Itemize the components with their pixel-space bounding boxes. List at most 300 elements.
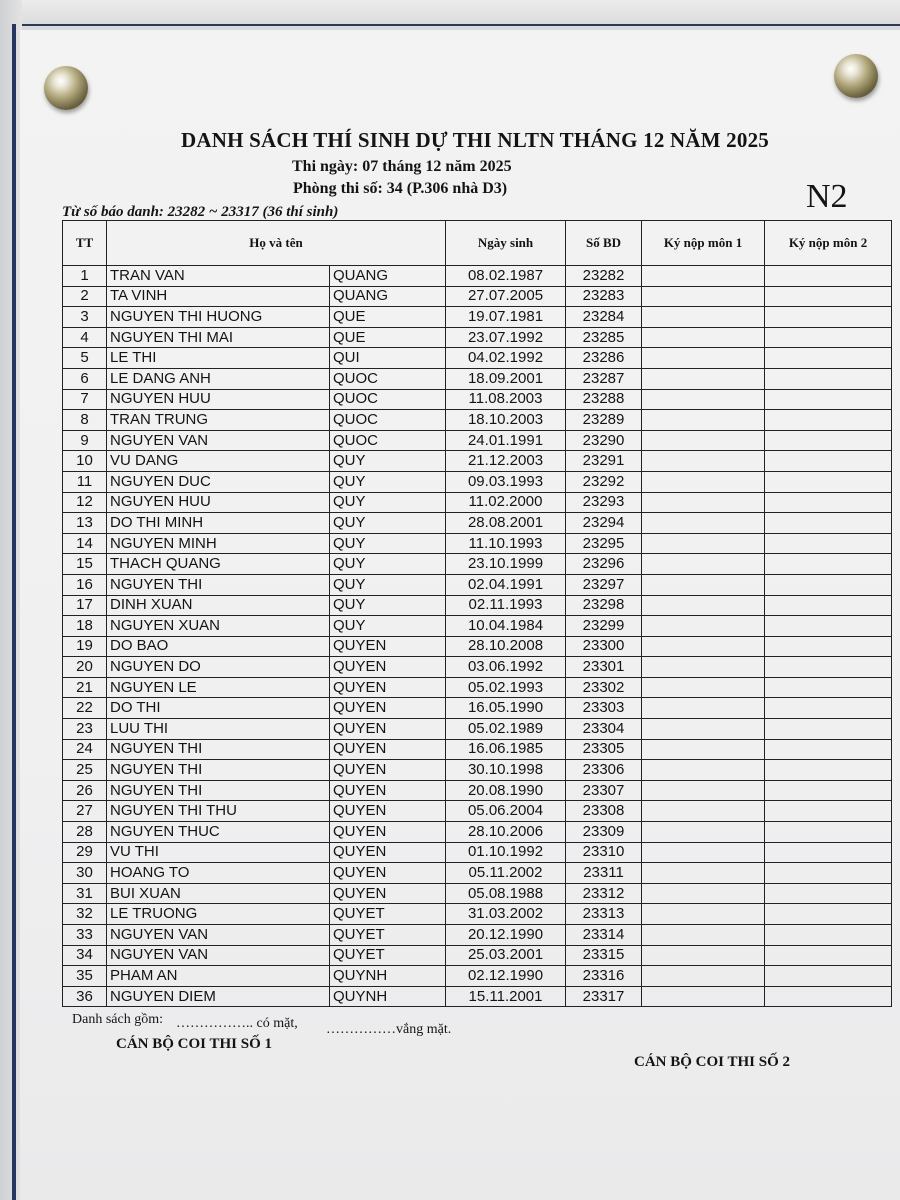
row-signature-1 bbox=[642, 883, 765, 904]
row-family-name: NGUYEN VAN bbox=[107, 925, 330, 946]
row-given-name: QUANG bbox=[330, 266, 446, 287]
row-number: 34 bbox=[63, 945, 107, 966]
row-number: 35 bbox=[63, 966, 107, 987]
row-birth-date: 25.03.2001 bbox=[446, 945, 566, 966]
row-birth-date: 19.07.1981 bbox=[446, 307, 566, 328]
row-family-name: NGUYEN DIEM bbox=[107, 986, 330, 1007]
row-candidate-number: 23293 bbox=[566, 492, 642, 513]
row-number: 17 bbox=[63, 595, 107, 616]
row-birth-date: 30.10.1998 bbox=[446, 760, 566, 781]
row-family-name: NGUYEN HUU bbox=[107, 389, 330, 410]
row-signature-2 bbox=[765, 286, 892, 307]
header-tt: TT bbox=[63, 221, 107, 266]
row-given-name: QUYEN bbox=[330, 698, 446, 719]
row-signature-1 bbox=[642, 719, 765, 740]
row-signature-1 bbox=[642, 842, 765, 863]
header-sign-1: Ký nộp môn 1 bbox=[642, 221, 765, 266]
row-candidate-number: 23287 bbox=[566, 368, 642, 389]
row-family-name: TRAN VAN bbox=[107, 266, 330, 287]
document-title: DANH SÁCH THÍ SINH DỰ THI NLTN THÁNG 12 NĂM 2025 bbox=[181, 128, 769, 152]
row-signature-2 bbox=[765, 471, 892, 492]
row-candidate-number: 23288 bbox=[566, 389, 642, 410]
row-candidate-number: 23313 bbox=[566, 904, 642, 925]
row-number: 8 bbox=[63, 410, 107, 431]
row-signature-2 bbox=[765, 348, 892, 369]
row-candidate-number: 23296 bbox=[566, 554, 642, 575]
row-number: 13 bbox=[63, 513, 107, 534]
row-given-name: QUYEN bbox=[330, 822, 446, 843]
row-number: 4 bbox=[63, 327, 107, 348]
row-signature-1 bbox=[642, 739, 765, 760]
row-family-name: LE DANG ANH bbox=[107, 368, 330, 389]
table-row bbox=[63, 842, 892, 863]
row-signature-2 bbox=[765, 307, 892, 328]
row-signature-2 bbox=[765, 904, 892, 925]
row-given-name: QUYNH bbox=[330, 986, 446, 1007]
row-family-name: NGUYEN THI bbox=[107, 574, 330, 595]
row-given-name: QUYEN bbox=[330, 863, 446, 884]
table-row bbox=[63, 616, 892, 637]
row-family-name: VU DANG bbox=[107, 451, 330, 472]
row-family-name: NGUYEN DUC bbox=[107, 471, 330, 492]
row-family-name: BUI XUAN bbox=[107, 883, 330, 904]
row-signature-2 bbox=[765, 842, 892, 863]
row-given-name: QUYEN bbox=[330, 842, 446, 863]
row-given-name: QUY bbox=[330, 616, 446, 637]
row-candidate-number: 23310 bbox=[566, 842, 642, 863]
row-candidate-number: 23282 bbox=[566, 266, 642, 287]
row-signature-2 bbox=[765, 986, 892, 1007]
table-row bbox=[63, 389, 892, 410]
row-candidate-number: 23311 bbox=[566, 863, 642, 884]
table-row bbox=[63, 451, 892, 472]
row-signature-2 bbox=[765, 368, 892, 389]
row-family-name: PHAM AN bbox=[107, 966, 330, 987]
row-number: 6 bbox=[63, 368, 107, 389]
row-family-name: DO BAO bbox=[107, 636, 330, 657]
table-row bbox=[63, 863, 892, 884]
row-number: 36 bbox=[63, 986, 107, 1007]
table-row bbox=[63, 719, 892, 740]
row-birth-date: 28.10.2008 bbox=[446, 636, 566, 657]
row-signature-1 bbox=[642, 471, 765, 492]
row-candidate-number: 23304 bbox=[566, 719, 642, 740]
row-number: 24 bbox=[63, 739, 107, 760]
row-candidate-number: 23305 bbox=[566, 739, 642, 760]
table-row bbox=[63, 410, 892, 431]
row-family-name: NGUYEN THI bbox=[107, 780, 330, 801]
row-candidate-number: 23284 bbox=[566, 307, 642, 328]
row-birth-date: 28.10.2006 bbox=[446, 822, 566, 843]
row-family-name: NGUYEN THI HUONG bbox=[107, 307, 330, 328]
row-signature-2 bbox=[765, 595, 892, 616]
row-signature-2 bbox=[765, 266, 892, 287]
row-signature-1 bbox=[642, 780, 765, 801]
row-given-name: QUYEN bbox=[330, 760, 446, 781]
row-number: 14 bbox=[63, 533, 107, 554]
row-signature-2 bbox=[765, 430, 892, 451]
table-header-row bbox=[63, 221, 892, 266]
row-given-name: QUY bbox=[330, 513, 446, 534]
row-signature-1 bbox=[642, 307, 765, 328]
row-number: 29 bbox=[63, 842, 107, 863]
row-candidate-number: 23306 bbox=[566, 760, 642, 781]
table-row bbox=[63, 286, 892, 307]
table-row bbox=[63, 430, 892, 451]
row-candidate-number: 23286 bbox=[566, 348, 642, 369]
table-row bbox=[63, 904, 892, 925]
row-candidate-number: 23295 bbox=[566, 533, 642, 554]
row-candidate-number: 23299 bbox=[566, 616, 642, 637]
row-family-name: DINH XUAN bbox=[107, 595, 330, 616]
row-birth-date: 02.12.1990 bbox=[446, 966, 566, 987]
row-candidate-number: 23317 bbox=[566, 986, 642, 1007]
row-given-name: QUY bbox=[330, 492, 446, 513]
row-given-name: QUYEN bbox=[330, 739, 446, 760]
row-number: 9 bbox=[63, 430, 107, 451]
row-birth-date: 08.02.1987 bbox=[446, 266, 566, 287]
pushpin-icon bbox=[834, 54, 878, 98]
row-signature-2 bbox=[765, 554, 892, 575]
row-number: 28 bbox=[63, 822, 107, 843]
exam-date: Thi ngày: 07 tháng 12 năm 2025 bbox=[292, 158, 512, 175]
row-number: 5 bbox=[63, 348, 107, 369]
table-row bbox=[63, 492, 892, 513]
table-row bbox=[63, 945, 892, 966]
row-given-name: QUY bbox=[330, 471, 446, 492]
row-signature-2 bbox=[765, 719, 892, 740]
row-signature-2 bbox=[765, 533, 892, 554]
row-given-name: QUANG bbox=[330, 286, 446, 307]
row-signature-1 bbox=[642, 286, 765, 307]
header-name: Họ và tên bbox=[107, 221, 446, 266]
row-candidate-number: 23297 bbox=[566, 574, 642, 595]
table-row bbox=[63, 801, 892, 822]
absent-count: ……………vắng mặt. bbox=[326, 1022, 452, 1037]
row-birth-date: 15.11.2001 bbox=[446, 986, 566, 1007]
row-signature-2 bbox=[765, 780, 892, 801]
candidate-range: Từ số báo danh: 23282 ~ 23317 (36 thí sinh) bbox=[62, 204, 339, 220]
row-given-name: QUYNH bbox=[330, 966, 446, 987]
background-wall-edge bbox=[0, 0, 22, 1200]
row-given-name: QUY bbox=[330, 451, 446, 472]
row-signature-2 bbox=[765, 513, 892, 534]
row-number: 25 bbox=[63, 760, 107, 781]
row-signature-1 bbox=[642, 266, 765, 287]
row-family-name: TRAN TRUNG bbox=[107, 410, 330, 431]
row-birth-date: 05.02.1989 bbox=[446, 719, 566, 740]
row-birth-date: 04.02.1992 bbox=[446, 348, 566, 369]
row-candidate-number: 23315 bbox=[566, 945, 642, 966]
row-signature-1 bbox=[642, 801, 765, 822]
row-birth-date: 20.12.1990 bbox=[446, 925, 566, 946]
proctor-2-label: CÁN BỘ COI THI SỐ 2 bbox=[634, 1054, 791, 1070]
row-number: 23 bbox=[63, 719, 107, 740]
row-candidate-number: 23292 bbox=[566, 471, 642, 492]
row-given-name: QUY bbox=[330, 595, 446, 616]
table-row bbox=[63, 739, 892, 760]
row-signature-2 bbox=[765, 801, 892, 822]
row-given-name: QUY bbox=[330, 574, 446, 595]
row-birth-date: 23.07.1992 bbox=[446, 327, 566, 348]
row-signature-2 bbox=[765, 410, 892, 431]
row-signature-1 bbox=[642, 760, 765, 781]
row-family-name: NGUYEN VAN bbox=[107, 430, 330, 451]
row-number: 12 bbox=[63, 492, 107, 513]
row-signature-1 bbox=[642, 554, 765, 575]
row-birth-date: 16.05.1990 bbox=[446, 698, 566, 719]
row-signature-2 bbox=[765, 698, 892, 719]
table-row bbox=[63, 595, 892, 616]
table-row bbox=[63, 986, 892, 1007]
row-family-name: NGUYEN LE bbox=[107, 677, 330, 698]
row-given-name: QUOC bbox=[330, 368, 446, 389]
row-given-name: QUYET bbox=[330, 925, 446, 946]
row-given-name: QUE bbox=[330, 327, 446, 348]
row-candidate-number: 23312 bbox=[566, 883, 642, 904]
row-signature-2 bbox=[765, 925, 892, 946]
row-number: 27 bbox=[63, 801, 107, 822]
table-row bbox=[63, 760, 892, 781]
row-birth-date: 02.04.1991 bbox=[446, 574, 566, 595]
table-row bbox=[63, 657, 892, 678]
row-family-name: TA VINH bbox=[107, 286, 330, 307]
table-row bbox=[63, 574, 892, 595]
table-row bbox=[63, 348, 892, 369]
table-row bbox=[63, 554, 892, 575]
row-family-name: NGUYEN THI bbox=[107, 739, 330, 760]
row-signature-1 bbox=[642, 492, 765, 513]
row-number: 21 bbox=[63, 677, 107, 698]
background-sheet-top bbox=[0, 0, 900, 26]
row-birth-date: 03.06.1992 bbox=[446, 657, 566, 678]
row-given-name: QUYEN bbox=[330, 677, 446, 698]
row-birth-date: 18.10.2003 bbox=[446, 410, 566, 431]
table-row bbox=[63, 533, 892, 554]
row-number: 26 bbox=[63, 780, 107, 801]
exam-room: Phòng thi số: 34 (P.306 nhà D3) bbox=[293, 180, 508, 197]
row-family-name: NGUYEN THI THU bbox=[107, 801, 330, 822]
table-row bbox=[63, 636, 892, 657]
row-family-name: NGUYEN VAN bbox=[107, 945, 330, 966]
row-family-name: LUU THI bbox=[107, 719, 330, 740]
row-birth-date: 16.06.1985 bbox=[446, 739, 566, 760]
row-signature-1 bbox=[642, 904, 765, 925]
board-frame-line bbox=[12, 24, 16, 1200]
row-signature-1 bbox=[642, 657, 765, 678]
row-birth-date: 23.10.1999 bbox=[446, 554, 566, 575]
row-signature-1 bbox=[642, 863, 765, 884]
row-candidate-number: 23283 bbox=[566, 286, 642, 307]
row-signature-2 bbox=[765, 451, 892, 472]
table-row bbox=[63, 677, 892, 698]
header-dob: Ngày sinh bbox=[446, 221, 566, 266]
row-birth-date: 10.04.1984 bbox=[446, 616, 566, 637]
row-number: 2 bbox=[63, 286, 107, 307]
row-given-name: QUOC bbox=[330, 410, 446, 431]
row-given-name: QUYEN bbox=[330, 657, 446, 678]
row-family-name: LE THI bbox=[107, 348, 330, 369]
row-given-name: QUY bbox=[330, 533, 446, 554]
row-number: 31 bbox=[63, 883, 107, 904]
row-candidate-number: 23303 bbox=[566, 698, 642, 719]
candidate-table bbox=[62, 220, 892, 1007]
row-signature-1 bbox=[642, 389, 765, 410]
row-number: 33 bbox=[63, 925, 107, 946]
row-signature-2 bbox=[765, 389, 892, 410]
row-family-name: HOANG TO bbox=[107, 863, 330, 884]
row-birth-date: 27.07.2005 bbox=[446, 286, 566, 307]
row-candidate-number: 23307 bbox=[566, 780, 642, 801]
row-birth-date: 11.02.2000 bbox=[446, 492, 566, 513]
row-birth-date: 31.03.2002 bbox=[446, 904, 566, 925]
table-row bbox=[63, 327, 892, 348]
row-number: 30 bbox=[63, 863, 107, 884]
row-signature-1 bbox=[642, 698, 765, 719]
group-code: N2 bbox=[806, 178, 848, 215]
row-birth-date: 24.01.1991 bbox=[446, 430, 566, 451]
row-birth-date: 05.02.1993 bbox=[446, 677, 566, 698]
row-given-name: QUY bbox=[330, 554, 446, 575]
row-signature-1 bbox=[642, 533, 765, 554]
row-number: 11 bbox=[63, 471, 107, 492]
row-family-name: NGUYEN THI bbox=[107, 760, 330, 781]
row-number: 22 bbox=[63, 698, 107, 719]
row-candidate-number: 23314 bbox=[566, 925, 642, 946]
row-family-name: NGUYEN THI MAI bbox=[107, 327, 330, 348]
row-candidate-number: 23309 bbox=[566, 822, 642, 843]
row-signature-2 bbox=[765, 863, 892, 884]
row-given-name: QUOC bbox=[330, 389, 446, 410]
row-candidate-number: 23289 bbox=[566, 410, 642, 431]
row-given-name: QUE bbox=[330, 307, 446, 328]
row-signature-2 bbox=[765, 883, 892, 904]
row-signature-1 bbox=[642, 595, 765, 616]
row-family-name: VU THI bbox=[107, 842, 330, 863]
row-birth-date: 11.10.1993 bbox=[446, 533, 566, 554]
row-family-name: NGUYEN XUAN bbox=[107, 616, 330, 637]
row-signature-1 bbox=[642, 368, 765, 389]
row-candidate-number: 23294 bbox=[566, 513, 642, 534]
row-given-name: QUOC bbox=[330, 430, 446, 451]
row-number: 32 bbox=[63, 904, 107, 925]
row-family-name: NGUYEN HUU bbox=[107, 492, 330, 513]
row-signature-1 bbox=[642, 348, 765, 369]
row-number: 19 bbox=[63, 636, 107, 657]
row-birth-date: 05.06.2004 bbox=[446, 801, 566, 822]
row-family-name: LE TRUONG bbox=[107, 904, 330, 925]
row-signature-2 bbox=[765, 760, 892, 781]
row-family-name: DO THI bbox=[107, 698, 330, 719]
row-given-name: QUYEN bbox=[330, 719, 446, 740]
row-birth-date: 21.12.2003 bbox=[446, 451, 566, 472]
row-number: 7 bbox=[63, 389, 107, 410]
row-birth-date: 18.09.2001 bbox=[446, 368, 566, 389]
row-given-name: QUYET bbox=[330, 904, 446, 925]
row-birth-date: 28.08.2001 bbox=[446, 513, 566, 534]
row-birth-date: 20.08.1990 bbox=[446, 780, 566, 801]
row-candidate-number: 23285 bbox=[566, 327, 642, 348]
row-family-name: NGUYEN MINH bbox=[107, 533, 330, 554]
row-number: 1 bbox=[63, 266, 107, 287]
table-row bbox=[63, 966, 892, 987]
row-number: 20 bbox=[63, 657, 107, 678]
row-given-name: QUI bbox=[330, 348, 446, 369]
row-candidate-number: 23298 bbox=[566, 595, 642, 616]
row-signature-1 bbox=[642, 513, 765, 534]
row-signature-1 bbox=[642, 986, 765, 1007]
row-signature-2 bbox=[765, 739, 892, 760]
row-given-name: QUYET bbox=[330, 945, 446, 966]
row-birth-date: 09.03.1993 bbox=[446, 471, 566, 492]
row-signature-2 bbox=[765, 616, 892, 637]
row-number: 15 bbox=[63, 554, 107, 575]
row-signature-1 bbox=[642, 430, 765, 451]
proctor-1-label: CÁN BỘ COI THI SỐ 1 bbox=[116, 1036, 273, 1052]
table-row bbox=[63, 471, 892, 492]
present-count: …………….. có mặt, bbox=[176, 1016, 298, 1031]
row-signature-1 bbox=[642, 616, 765, 637]
row-signature-1 bbox=[642, 327, 765, 348]
row-signature-1 bbox=[642, 925, 765, 946]
row-signature-1 bbox=[642, 822, 765, 843]
table-row bbox=[63, 513, 892, 534]
row-number: 10 bbox=[63, 451, 107, 472]
row-family-name: NGUYEN THUC bbox=[107, 822, 330, 843]
row-signature-2 bbox=[765, 657, 892, 678]
row-candidate-number: 23301 bbox=[566, 657, 642, 678]
header-sbd: Số BD bbox=[566, 221, 642, 266]
row-candidate-number: 23316 bbox=[566, 966, 642, 987]
row-number: 16 bbox=[63, 574, 107, 595]
row-family-name: DO THI MINH bbox=[107, 513, 330, 534]
row-candidate-number: 23290 bbox=[566, 430, 642, 451]
row-family-name: THACH QUANG bbox=[107, 554, 330, 575]
row-signature-2 bbox=[765, 636, 892, 657]
row-candidate-number: 23302 bbox=[566, 677, 642, 698]
pushpin-icon bbox=[44, 66, 88, 110]
row-candidate-number: 23300 bbox=[566, 636, 642, 657]
row-signature-2 bbox=[765, 945, 892, 966]
row-given-name: QUYEN bbox=[330, 636, 446, 657]
table-row bbox=[63, 822, 892, 843]
row-signature-2 bbox=[765, 492, 892, 513]
table-row bbox=[63, 266, 892, 287]
row-number: 18 bbox=[63, 616, 107, 637]
row-candidate-number: 23291 bbox=[566, 451, 642, 472]
table-row bbox=[63, 307, 892, 328]
header-sign-2: Ký nộp môn 2 bbox=[765, 221, 892, 266]
table-row bbox=[63, 780, 892, 801]
summary-label: Danh sách gồm: bbox=[72, 1012, 163, 1027]
row-signature-2 bbox=[765, 327, 892, 348]
row-given-name: QUYEN bbox=[330, 801, 446, 822]
table-row bbox=[63, 698, 892, 719]
row-given-name: QUYEN bbox=[330, 780, 446, 801]
row-signature-1 bbox=[642, 677, 765, 698]
row-birth-date: 05.08.1988 bbox=[446, 883, 566, 904]
row-signature-2 bbox=[765, 574, 892, 595]
row-birth-date: 01.10.1992 bbox=[446, 842, 566, 863]
table-row bbox=[63, 368, 892, 389]
row-signature-1 bbox=[642, 574, 765, 595]
row-number: 3 bbox=[63, 307, 107, 328]
row-family-name: NGUYEN DO bbox=[107, 657, 330, 678]
row-birth-date: 05.11.2002 bbox=[446, 863, 566, 884]
row-signature-1 bbox=[642, 636, 765, 657]
row-signature-1 bbox=[642, 966, 765, 987]
row-given-name: QUYEN bbox=[330, 883, 446, 904]
